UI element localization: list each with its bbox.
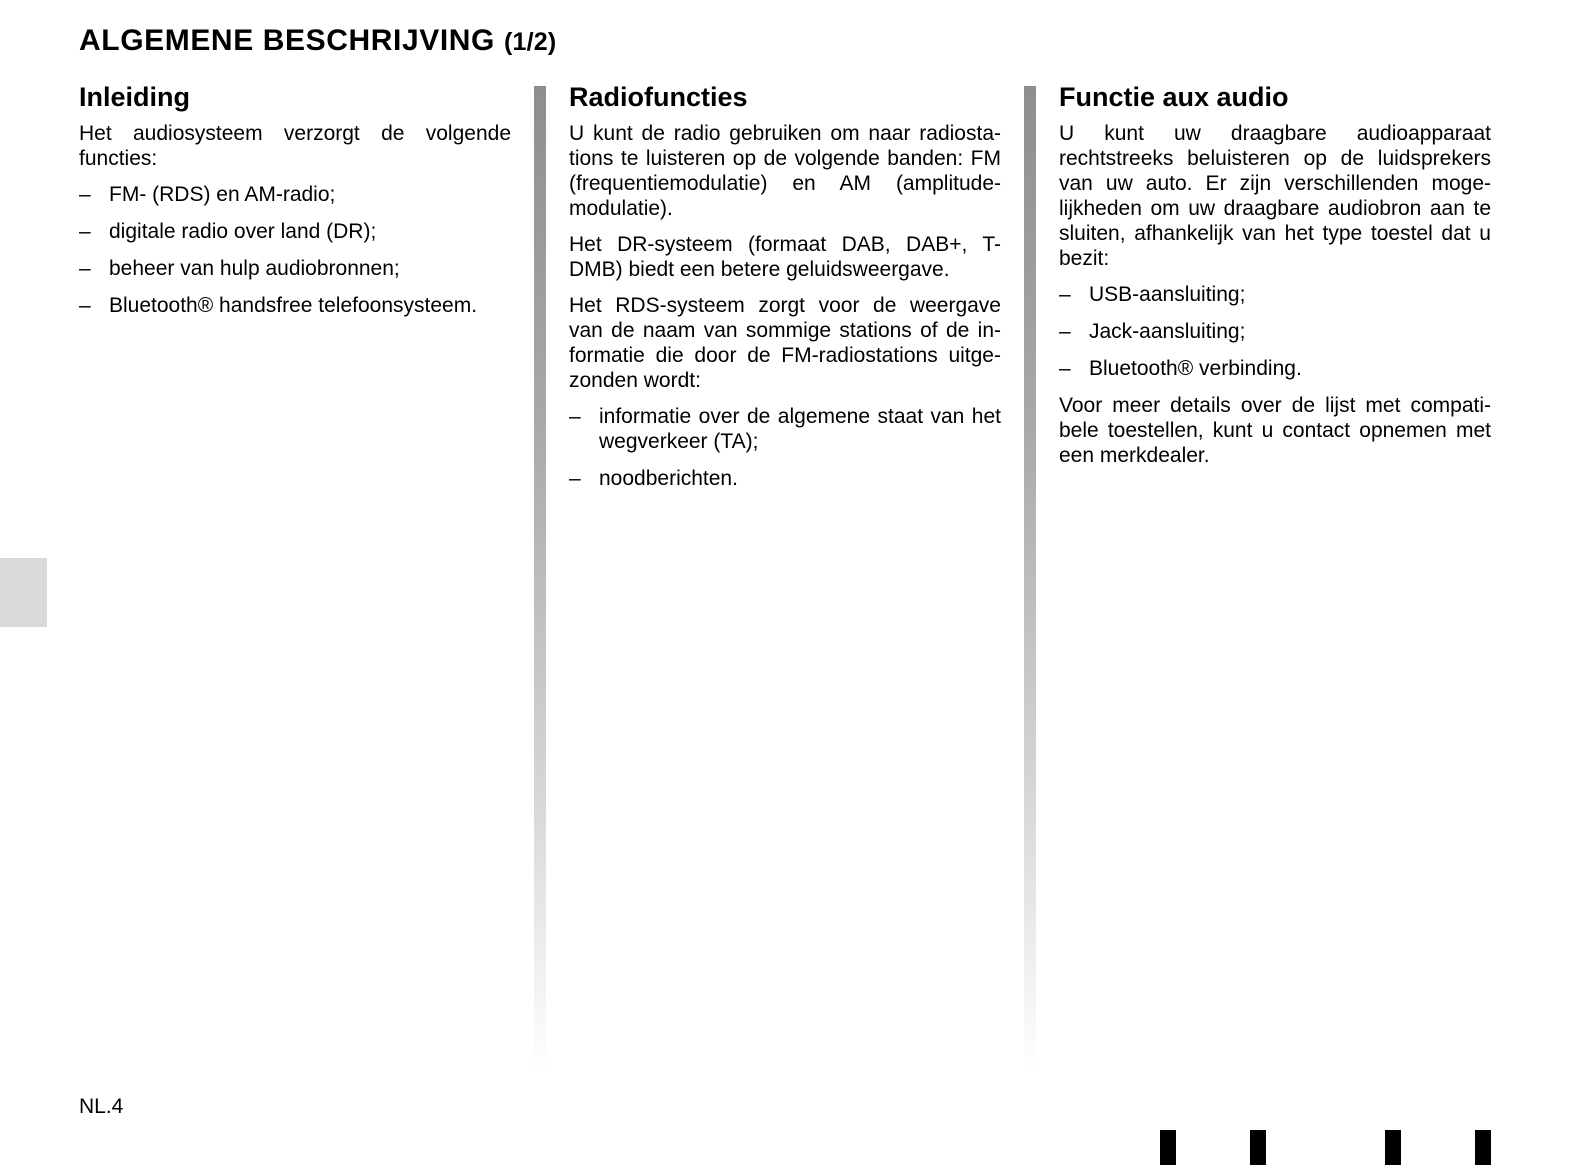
dash-icon: – [569, 467, 581, 490]
section-aux-audio [1059, 82, 1491, 479]
print-mark [1385, 1130, 1401, 1165]
paragraph: U kunt de radio gebruiken om naar radiostations te luisteren op de volgende banden: FM (frequentiemodulatie) en AM (amplitudemodulatie). [569, 122, 1001, 220]
dash-icon: – [1059, 320, 1071, 343]
bullet-list [1059, 282, 1491, 381]
page-number: NL.4 [79, 1095, 124, 1118]
section-heading: Radiofuncties [569, 82, 748, 112]
print-mark [1160, 1130, 1176, 1165]
print-mark [1475, 1130, 1491, 1165]
list-item [1059, 356, 1491, 381]
page-title-part: (1/2) [503, 28, 557, 56]
page-title [79, 24, 556, 58]
section-tab-marker [0, 558, 47, 627]
list-item [569, 404, 1001, 454]
list-item-text: digitale radio over land (DR); [109, 220, 377, 243]
dash-icon: – [79, 183, 91, 206]
list-item-text: beheer van hulp audiobronnen; [109, 257, 400, 280]
paragraph: Voor meer details over de lijst met compatibele toestellen, kunt u contact opnemen met een merkdealer. [1059, 394, 1491, 467]
dash-icon: – [79, 294, 91, 317]
print-mark [1250, 1130, 1266, 1165]
paragraph: U kunt uw draagbare audioapparaat rechtstreeks beluisteren op de luidsprekers van uw auto. Er zijn verschillenden mogelijkheden om uw draagbare audiobron aan te sluiten, afhankelijk van het type toestel dat u bezit: [1059, 122, 1491, 270]
list-item-text: Jack-aansluiting; [1089, 320, 1246, 343]
list-item [79, 219, 511, 244]
section-heading: Functie aux audio [1059, 82, 1289, 112]
list-item-text: informatie over de algemene staat van het wegverkeer (TA); [599, 405, 1001, 453]
list-item [1059, 319, 1491, 344]
section-heading: Inleiding [79, 82, 190, 112]
dash-icon: – [79, 220, 91, 243]
list-item [569, 466, 1001, 491]
list-item-text: Bluetooth® verbinding. [1089, 357, 1302, 380]
list-item [79, 182, 511, 207]
list-item-text: Bluetooth® handsfree telefoonsysteem. [109, 294, 478, 317]
paragraph: Het audiosysteem verzorgt de volgende functies: [79, 122, 511, 170]
list-item [79, 256, 511, 281]
dash-icon: – [79, 257, 91, 280]
column-divider [1024, 86, 1036, 1071]
dash-icon: – [1059, 357, 1071, 380]
list-item [1059, 282, 1491, 307]
list-item-text: USB-aansluiting; [1089, 283, 1246, 306]
section-radiofuncties [569, 82, 1001, 503]
list-item-text: noodberichten. [599, 467, 738, 490]
paragraph: Het DR-systeem (formaat DAB, DAB+, T-DMB) biedt een betere geluidsweergave. [569, 233, 1001, 281]
paragraph: Het RDS-systeem zorgt voor de weergave van de naam van sommige stations of de informatie die door de FM-radiostations uitgezonden wordt: [569, 294, 1001, 392]
list-item-text: FM- (RDS) en AM-radio; [109, 183, 336, 206]
section-inleiding [79, 82, 511, 330]
column-divider [534, 86, 546, 1071]
bullet-list [79, 182, 511, 318]
bullet-list [569, 404, 1001, 491]
list-item [79, 293, 511, 318]
dash-icon: – [569, 405, 581, 428]
page-title-main: ALGEMENE BESCHRIJVING [79, 24, 495, 57]
dash-icon: – [1059, 283, 1071, 306]
